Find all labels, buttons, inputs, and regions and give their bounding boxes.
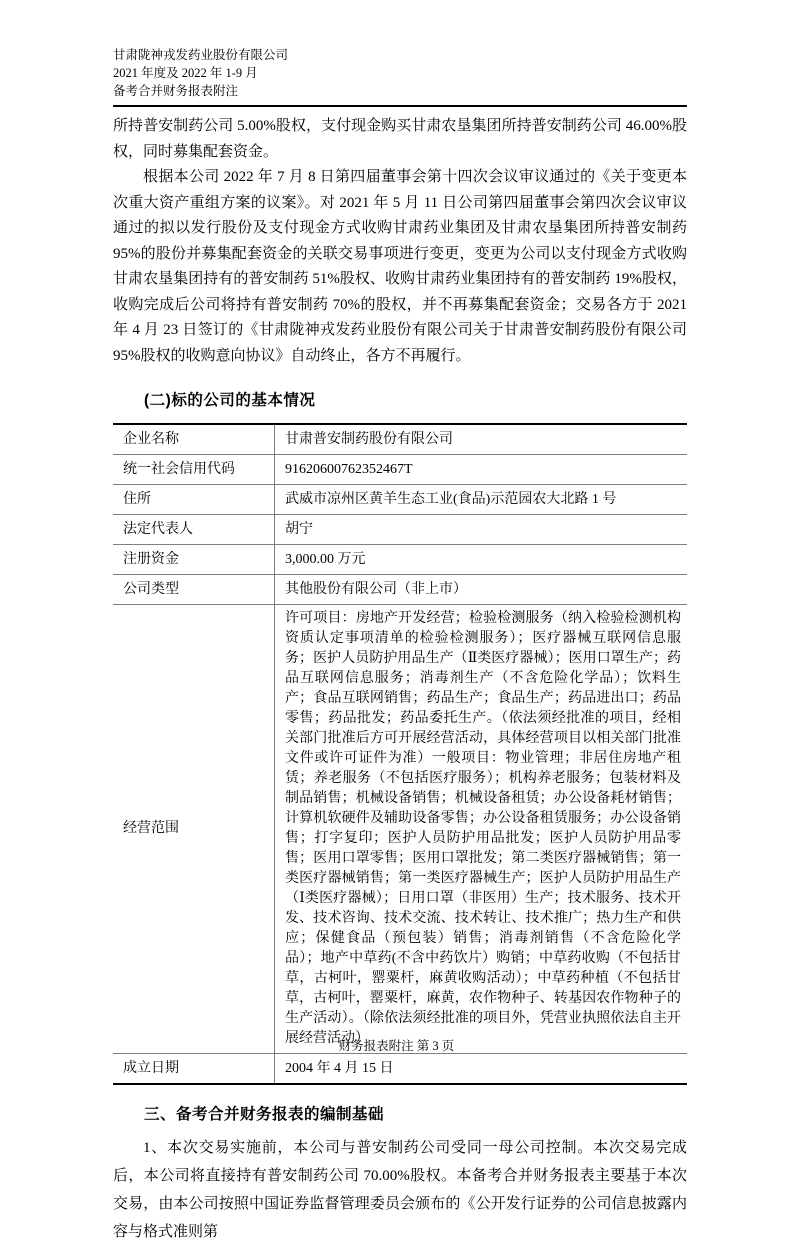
- row-label: 法定代表人: [113, 515, 275, 545]
- page-footer: 财务报表附注 第 3 页: [338, 1039, 455, 1053]
- table-row: [113, 515, 687, 545]
- paragraph-resolution: 根据本公司 2022 年 7 月 8 日第四届董事会第十四次会议审议通过的《关于变更本次重大资产重组方案的议案》。对 2021 年 5 月 11 日公司第四届董事会第四次会议审议通过的拟以发行股份及支付现金方式收购甘肃药业集团及甘肃农垦集团所持普安制药 95%的股份并募集配套资金的关联交易事项进行变更，变更为公司以支付现金方式收购甘肃农垦集团持有的普安制药 51%股权、收购甘肃药业集团持有的普安制药 19%股权，收购完成后公司将持有普安制药 70%的股权，并不再募集配套资金；交易各方于 2021 年 4 月 23 日签订的《甘肃陇神戎发药业股份有限公司关于甘肃普安制药股份有限公司 95%股权的收购意向协议》自动终止，各方不再履行。: [113, 169, 687, 364]
- row-value: 91620600762352467T: [275, 455, 688, 485]
- row-value: 甘肃普安制药股份有限公司: [285, 431, 453, 447]
- paragraph-continuation: 所持普安制药公司 5.00%股权，支付现金购买甘肃农垦集团所持普安制药公司 46.00%股权，同时募集配套资金。: [113, 118, 687, 160]
- row-value: 许可项目：房地产开发经营；检验检测服务（纳入检验检测机构资质认定事项清单的检验检测服务）；医疗器械互联网信息服务；医护人员防护用品生产（Ⅱ类医疗器械）；医用口罩生产；药品互联网信息服务；消毒剂生产（不含危险化学品）；饮料生产；食品互联网销售；药品生产；食品生产；药品进出口；药品零售；药品批发；药品委托生产。（依法须经批准的项目，经相关部门批准后方可开展经营活动，具体经营项目以相关部门批准文件或许可证件为准）一般项目：物业管理；非居住房地产租赁；养老服务（不包括医疗服务）；机构养老服务；包装材料及制品销售；机械设备销售；机械设备租赁；办公设备耗材销售；计算机软硬件及辅助设备零售；办公设备租赁服务；办公设备销售；打字复印；医护人员防护用品批发；医护人员防护用品零售；医用口罩零售；医用口罩批发；第二类医疗器械销售；第一类医疗器械销售；第一类医疗器械生产；医护人员防护用品生产（Ⅰ类医疗器械）；日用口罩（非医用）生产；技术服务、技术开发、技术咨询、技术交流、技术转让、技术推广；热力生产和供应；保健食品（预包装）销售；消毒剂销售（不含危险化学品）；地产中草药(不含中药饮片）购销；中草药收购（不包括甘草，古柯叶，罂粟杆，麻黄收购活动）；中草药种植（不包括甘草，古柯叶，罂粟杆，麻黄，农作物种子、转基因农作物种子的生产活动）。（除依法须经批准的项目外，凭营业执照依法自主开展经营活动）: [275, 605, 688, 1054]
- table-row: [113, 455, 687, 485]
- paragraph-preparation-basis: 1、本次交易实施前，本公司与普安制药公司受同一母公司控制。本次交易完成后，本公司将直接持有普安制药公司 70.00%股权。本备考合并财务报表主要基于本次交易，由本公司按照中国证券监督管理委员会颁布的《公开发行证券的公司信息披露内容与格式准则第: [113, 1140, 687, 1240]
- row-value: 武威市凉州区黄羊生态工业(食品)示范园农大北路 1 号: [275, 485, 688, 515]
- row-label: 经营范围: [113, 605, 275, 1054]
- row-value: 3,000.00 万元: [275, 545, 688, 575]
- row-label: 公司类型: [113, 575, 275, 605]
- table-row: [113, 424, 687, 455]
- table-row: [113, 1054, 687, 1085]
- row-value: 其他股份有限公司（非上市）: [275, 575, 688, 605]
- row-label: 企业名称: [113, 424, 275, 455]
- header-company-name: 甘肃陇神戎发药业股份有限公司: [113, 48, 289, 62]
- row-value: 2004 年 4 月 15 日: [275, 1054, 688, 1085]
- section-heading-preparation-basis: 三、备考合并财务报表的编制基础: [144, 1106, 385, 1123]
- row-label: 统一社会信用代码: [113, 455, 275, 485]
- company-info-table: [113, 423, 687, 1085]
- table-row-business-scope: [113, 605, 687, 1054]
- row-value: 胡宁: [275, 515, 688, 545]
- row-label: 住所: [113, 485, 275, 515]
- header-report-period: 2021 年度及 2022 年 1-9 月: [113, 66, 258, 80]
- table-row: [113, 575, 687, 605]
- row-label: 成立日期: [113, 1054, 275, 1085]
- header-doc-title: 备考合并财务报表附注: [113, 84, 239, 98]
- table-row: [113, 485, 687, 515]
- table-row: [113, 545, 687, 575]
- row-label: 注册资金: [113, 545, 275, 575]
- running-header: [113, 46, 687, 107]
- section-heading-basic-info: (二)标的公司的基本情况: [144, 392, 316, 409]
